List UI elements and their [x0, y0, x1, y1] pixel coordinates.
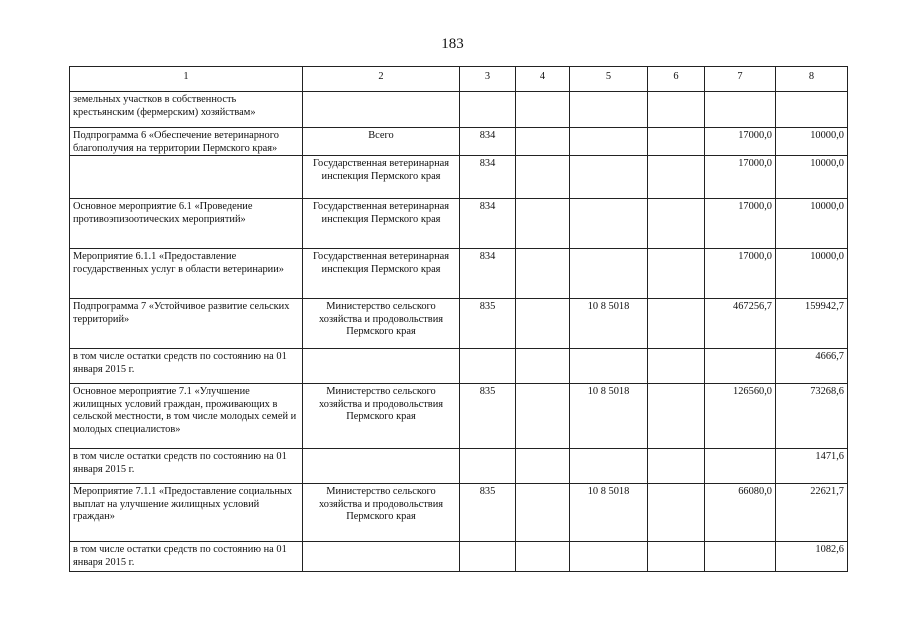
- row-value-2015: 126560,0: [705, 384, 776, 449]
- row-vr: [648, 542, 705, 572]
- row-csr: [570, 92, 648, 128]
- row-name: Мероприятие 6.1.1 «Предоставление государственных услуг в области ветеринарии»: [70, 249, 303, 299]
- row-vr: [648, 299, 705, 349]
- column-header: 2: [303, 67, 460, 92]
- row-executor: [303, 349, 460, 384]
- row-vr: [648, 92, 705, 128]
- row-grbs: [460, 92, 516, 128]
- column-header: 4: [516, 67, 570, 92]
- row-executor: Государственная ветеринарная инспекция Пермского края: [303, 199, 460, 249]
- row-rzpr: [516, 542, 570, 572]
- table-row: [70, 542, 848, 572]
- row-value-2016: 10000,0: [776, 249, 848, 299]
- row-rzpr: [516, 384, 570, 449]
- row-csr: [570, 199, 648, 249]
- row-value-2015: 17000,0: [705, 199, 776, 249]
- table-row: [70, 449, 848, 484]
- row-rzpr: [516, 449, 570, 484]
- row-grbs: [460, 542, 516, 572]
- table-row: [70, 249, 848, 299]
- row-vr: [648, 128, 705, 156]
- row-executor: Государственная ветеринарная инспекция Пермского края: [303, 249, 460, 299]
- table-row: [70, 484, 848, 542]
- header-row: [70, 67, 848, 92]
- row-csr: 10 8 5018: [570, 384, 648, 449]
- table-row: [70, 384, 848, 449]
- row-name: Мероприятие 7.1.1 «Предоставление социальных выплат на улучшение жилищных условий граждан»: [70, 484, 303, 542]
- row-grbs: [460, 349, 516, 384]
- row-grbs: 834: [460, 156, 516, 199]
- row-name: в том числе остатки средств по состоянию на 01 января 2015 г.: [70, 542, 303, 572]
- row-rzpr: [516, 128, 570, 156]
- row-vr: [648, 384, 705, 449]
- row-name: [70, 156, 303, 199]
- column-header: 5: [570, 67, 648, 92]
- row-value-2016: 10000,0: [776, 199, 848, 249]
- row-rzpr: [516, 156, 570, 199]
- row-executor: Министерство сельского хозяйства и продовольствия Пермского края: [303, 384, 460, 449]
- row-grbs: 835: [460, 384, 516, 449]
- row-value-2016: [776, 92, 848, 128]
- row-value-2016: 73268,6: [776, 384, 848, 449]
- row-executor: Министерство сельского хозяйства и продовольствия Пермского края: [303, 484, 460, 542]
- row-grbs: 835: [460, 299, 516, 349]
- row-vr: [648, 249, 705, 299]
- row-grbs: 834: [460, 249, 516, 299]
- row-value-2015: 467256,7: [705, 299, 776, 349]
- row-value-2016: 1082,6: [776, 542, 848, 572]
- row-value-2015: [705, 349, 776, 384]
- row-vr: [648, 484, 705, 542]
- table-row: [70, 349, 848, 384]
- table-row: [70, 156, 848, 199]
- row-rzpr: [516, 349, 570, 384]
- row-value-2015: 17000,0: [705, 249, 776, 299]
- row-executor: Государственная ветеринарная инспекция Пермского края: [303, 156, 460, 199]
- row-value-2015: 17000,0: [705, 128, 776, 156]
- column-header: 1: [70, 67, 303, 92]
- row-value-2016: 10000,0: [776, 128, 848, 156]
- row-csr: [570, 249, 648, 299]
- row-executor: [303, 449, 460, 484]
- row-csr: [570, 128, 648, 156]
- row-name: Подпрограмма 6 «Обеспечение ветеринарного благополучия на территории Пермского края»: [70, 128, 303, 156]
- row-rzpr: [516, 484, 570, 542]
- row-grbs: 834: [460, 128, 516, 156]
- row-csr: [570, 449, 648, 484]
- budget-table: [69, 66, 848, 572]
- table-row: [70, 299, 848, 349]
- row-executor: [303, 542, 460, 572]
- row-name: в том числе остатки средств по состоянию на 01 января 2015 г.: [70, 349, 303, 384]
- row-rzpr: [516, 249, 570, 299]
- table-row: [70, 92, 848, 128]
- row-executor: Министерство сельского хозяйства и продовольствия Пермского края: [303, 299, 460, 349]
- row-vr: [648, 156, 705, 199]
- row-grbs: [460, 449, 516, 484]
- row-name: земельных участков в собственность крестьянским (фермерским) хозяйствам»: [70, 92, 303, 128]
- row-value-2016: 4666,7: [776, 349, 848, 384]
- row-name: Основное мероприятие 7.1 «Улучшение жилищных условий граждан, проживающих в сельской местности, в том числе молодых семей и молодых специалистов»: [70, 384, 303, 449]
- column-header: 7: [705, 67, 776, 92]
- row-vr: [648, 449, 705, 484]
- row-csr: [570, 542, 648, 572]
- row-csr: [570, 349, 648, 384]
- table-row: [70, 128, 848, 156]
- row-grbs: 834: [460, 199, 516, 249]
- row-rzpr: [516, 199, 570, 249]
- row-csr: 10 8 5018: [570, 484, 648, 542]
- row-value-2015: [705, 92, 776, 128]
- row-value-2015: [705, 449, 776, 484]
- row-rzpr: [516, 299, 570, 349]
- page-number: 183: [441, 36, 464, 52]
- row-executor: Всего: [303, 128, 460, 156]
- row-value-2016: 22621,7: [776, 484, 848, 542]
- row-csr: [570, 156, 648, 199]
- column-header: 8: [776, 67, 848, 92]
- row-value-2016: 1471,6: [776, 449, 848, 484]
- column-header: 6: [648, 67, 705, 92]
- row-value-2015: 17000,0: [705, 156, 776, 199]
- row-rzpr: [516, 92, 570, 128]
- row-csr: 10 8 5018: [570, 299, 648, 349]
- column-header: 3: [460, 67, 516, 92]
- row-name: Подпрограмма 7 «Устойчивое развитие сельских территорий»: [70, 299, 303, 349]
- row-grbs: 835: [460, 484, 516, 542]
- row-executor: [303, 92, 460, 128]
- row-value-2015: 66080,0: [705, 484, 776, 542]
- row-value-2015: [705, 542, 776, 572]
- row-name: в том числе остатки средств по состоянию на 01 января 2015 г.: [70, 449, 303, 484]
- row-name: Основное мероприятие 6.1 «Проведение противоэпизоотических мероприятий»: [70, 199, 303, 249]
- row-value-2016: 10000,0: [776, 156, 848, 199]
- row-value-2016: 159942,7: [776, 299, 848, 349]
- row-vr: [648, 199, 705, 249]
- row-vr: [648, 349, 705, 384]
- table-row: [70, 199, 848, 249]
